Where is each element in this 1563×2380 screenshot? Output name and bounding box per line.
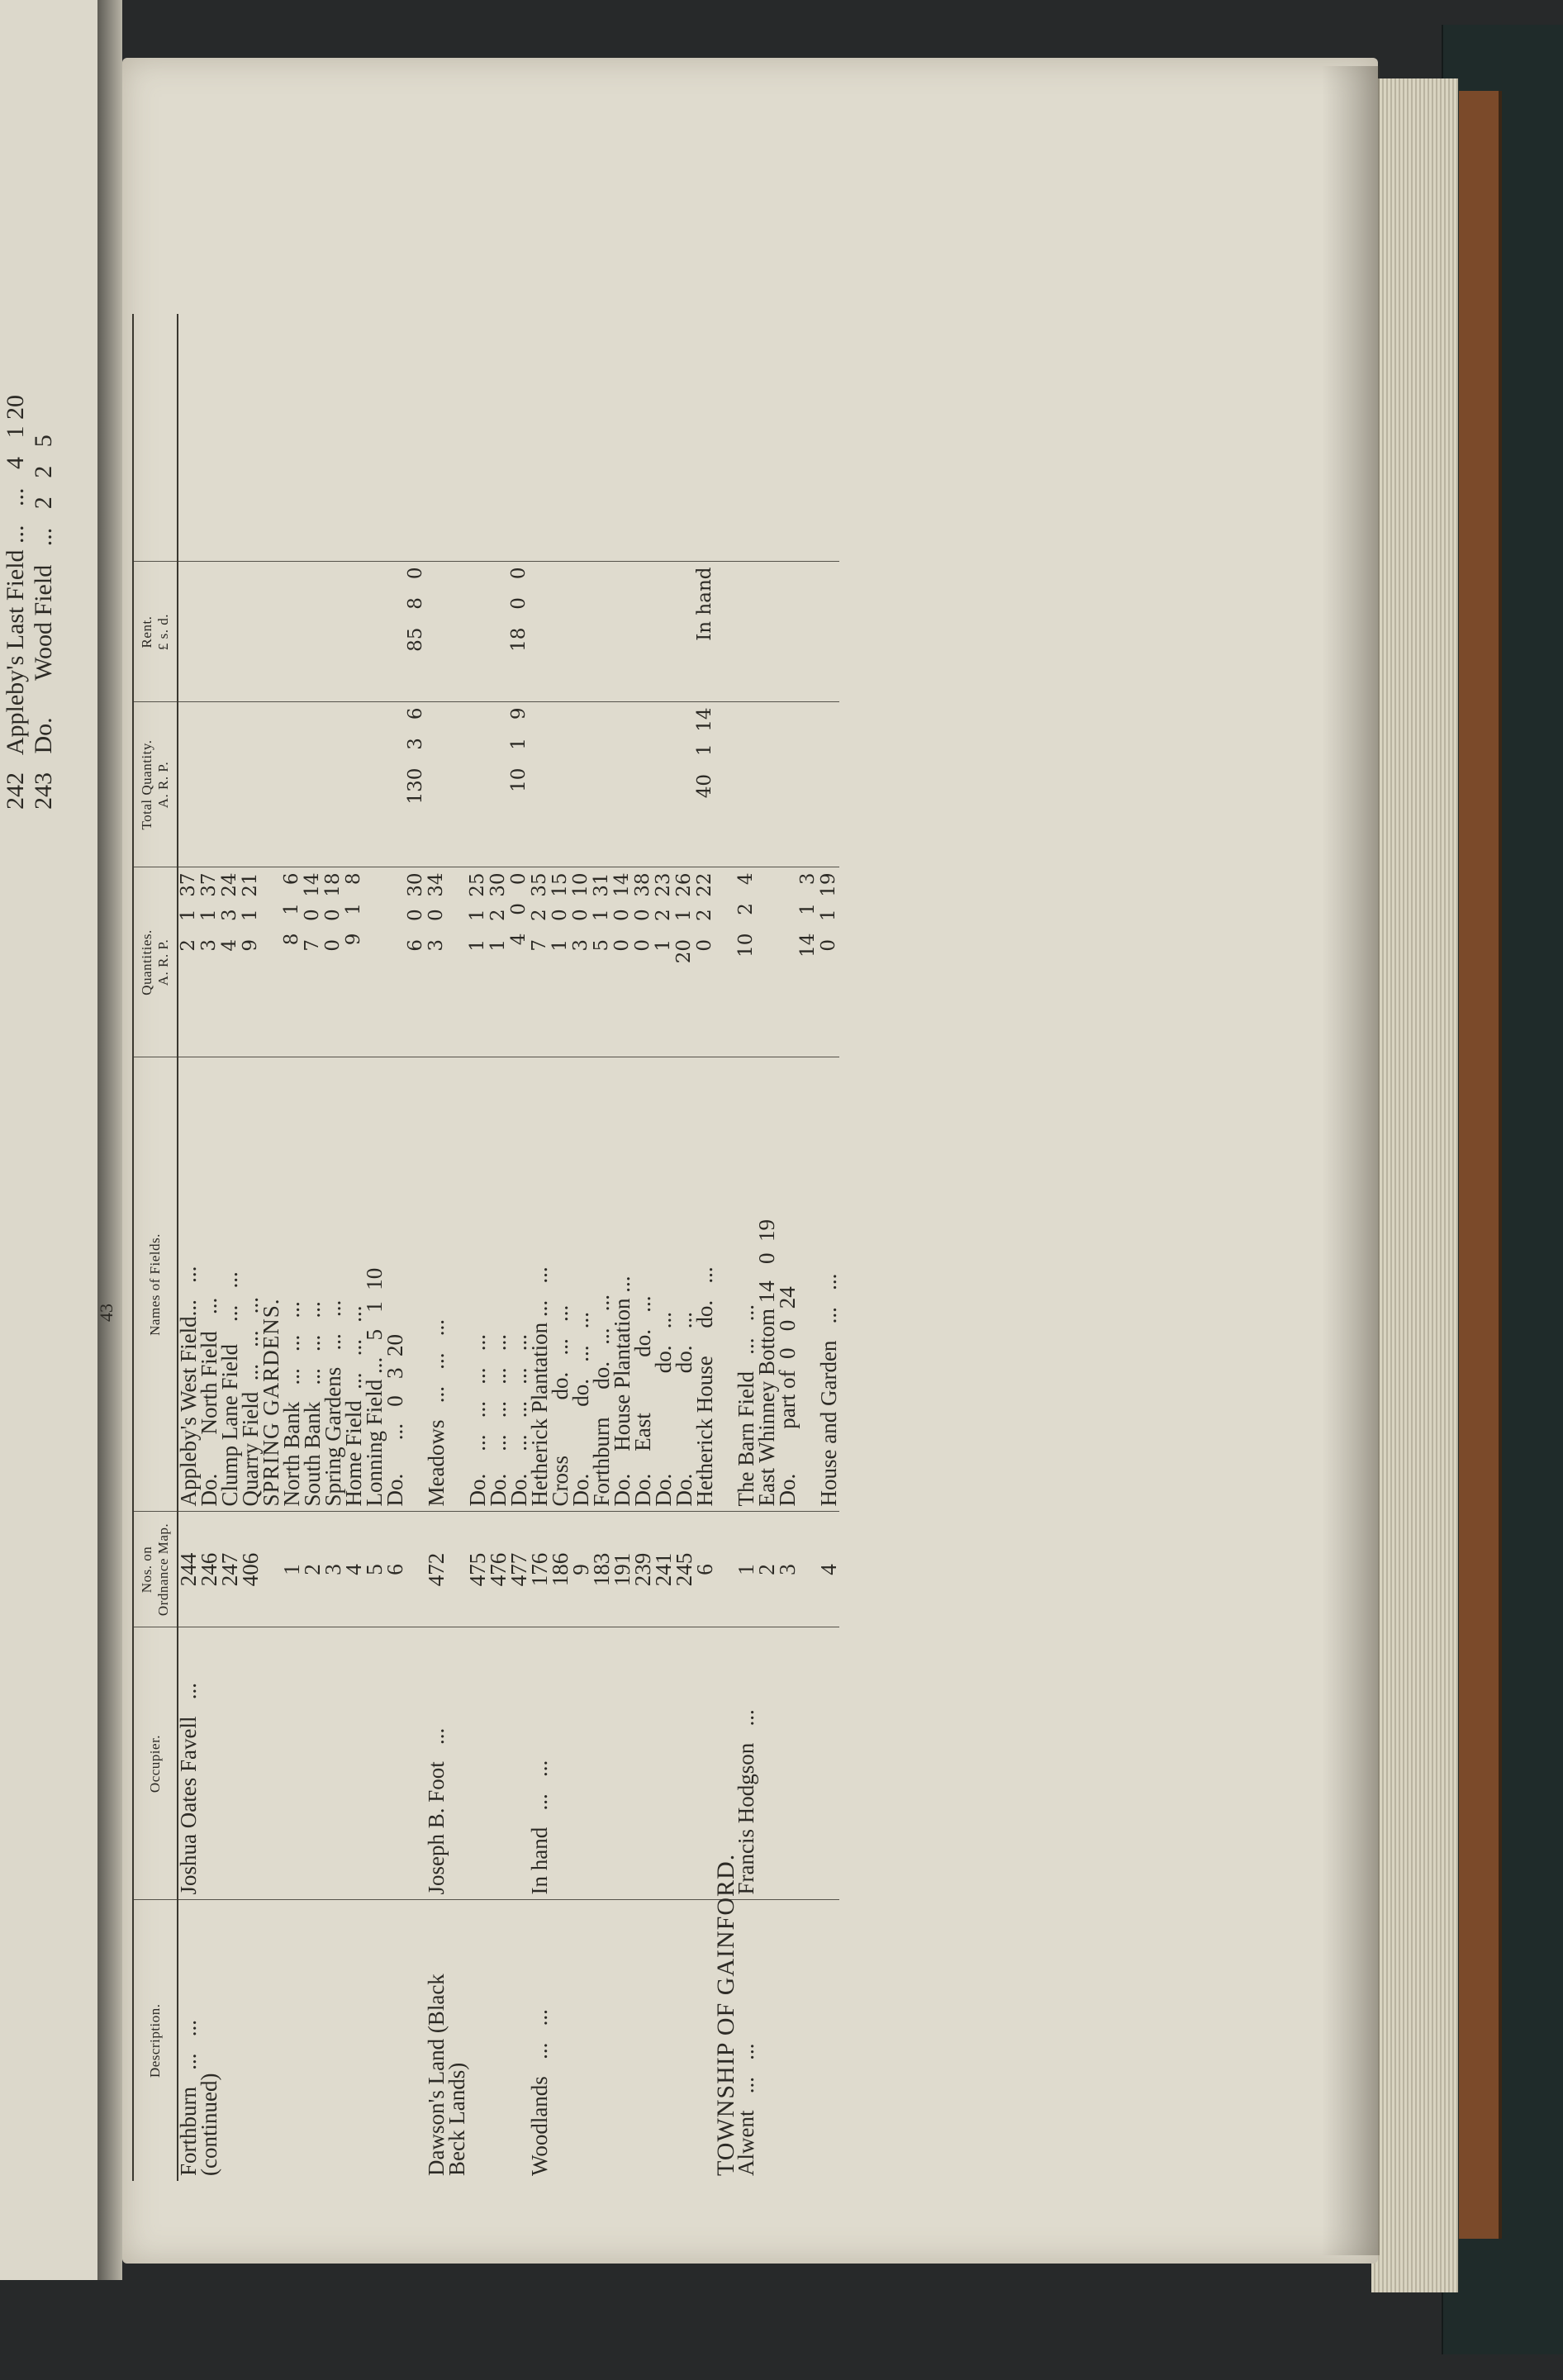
cell-quantity: 0 0 18 <box>323 867 344 1057</box>
cell-quantity <box>777 867 798 1057</box>
cell-occupier <box>488 1627 509 1900</box>
cell-ordnance-no: 191 <box>612 1512 633 1627</box>
cell-rent <box>591 562 612 702</box>
cell-total-quantity <box>426 702 447 867</box>
table-row <box>468 314 488 2181</box>
table-row <box>323 314 344 2181</box>
cell-ordnance-no: 4 <box>819 1512 839 1627</box>
cell-quantity: 3 1 37 <box>199 867 220 1057</box>
cell-total-quantity <box>344 702 364 867</box>
left-page-text <box>2 347 97 810</box>
cell-rent <box>220 562 240 702</box>
cell-rent <box>819 562 839 702</box>
cell-total-quantity <box>612 702 633 867</box>
cell-field-name: Do. ... ... ... ... <box>509 1057 530 1512</box>
cell-quantity: 0 1 19 <box>819 867 839 1057</box>
cell-field-name: Do. ... ... ... ... <box>468 1057 488 1512</box>
cell-blank <box>344 314 364 562</box>
header-fields: Names of Fields. <box>133 1057 178 1512</box>
cell-ordnance-no: 186 <box>550 1512 571 1627</box>
cell-quantity: 1 1 25 <box>468 867 488 1057</box>
cell-field-name: Quarry Field ... ... ... <box>240 1057 261 1512</box>
table-row <box>819 314 839 2181</box>
cell-field-name: The Barn Field ... ... <box>736 1057 757 1512</box>
cell-blank <box>385 314 406 562</box>
cell-description <box>488 1900 509 2181</box>
cell-description <box>550 1900 571 2181</box>
cell-ordnance-no: 476 <box>488 1512 509 1627</box>
cell-description <box>591 1900 612 2181</box>
cell-description: Beck Lands) <box>444 2062 469 2176</box>
cell-occupier <box>777 1627 798 1900</box>
cell-total-quantity <box>199 702 220 867</box>
header-rent-title: Rent. <box>139 615 154 648</box>
table-row <box>302 314 323 2181</box>
cell-description: Dawson's Land (Black <box>424 1974 449 2176</box>
cell-total-quantity <box>530 702 550 867</box>
cell-field-name: Do. ... ... ... ... <box>488 1057 509 1512</box>
cell-blank <box>220 314 240 562</box>
cell-rent <box>612 562 633 702</box>
table-row <box>220 314 240 2181</box>
cell-total-quantity <box>736 702 757 867</box>
ledger-body <box>178 314 839 2181</box>
cell-ordnance-no: 5 <box>364 1512 385 1627</box>
cell-field-name: Cross do. ... ... <box>550 1057 571 1512</box>
cell-field-name: SPRING GARDENS. <box>261 1057 282 1512</box>
cell-ordnance-no: 239 <box>633 1512 653 1627</box>
cell-rent <box>261 562 282 702</box>
cell-field-name: Do. do. ... <box>653 1057 674 1512</box>
cell-total-quantity: 130 3 6 <box>406 702 426 867</box>
table-row <box>385 314 406 2181</box>
cell-occupier <box>819 1627 839 1900</box>
table-row <box>240 314 261 2181</box>
cell-occupier <box>612 1627 633 1900</box>
cell-quantity: 7 2 35 <box>530 867 550 1057</box>
cell-description: Forthburn ... ... <box>176 2020 201 2176</box>
cell-ordnance-no: 1 <box>282 1512 302 1627</box>
cell-total-quantity <box>571 702 591 867</box>
cell-occupier <box>653 1627 674 1900</box>
cell-total-quantity <box>653 702 674 867</box>
table-row <box>633 314 653 2181</box>
cell-field-name: Meadows ... ... ... <box>426 1057 447 1512</box>
cell-quantity: 0 0 14 <box>612 867 633 1057</box>
cell-quantity: 4 0 0 <box>509 867 530 1057</box>
header-total-title: Total Quantity. <box>139 739 154 830</box>
page-edges <box>1371 78 1458 2292</box>
cell-description <box>612 1900 633 2181</box>
cell-occupier <box>323 1627 344 1900</box>
cell-field-name: South Bank ... ... ... <box>302 1057 323 1512</box>
cell-ordnance-no: 3 <box>777 1512 798 1627</box>
cell-ordnance-no: 4 <box>344 1512 364 1627</box>
cell-total-quantity <box>385 702 406 867</box>
cell-rent <box>199 562 220 702</box>
table-row <box>612 314 633 2181</box>
cell-quantity <box>261 867 282 1057</box>
cell-rent <box>488 562 509 702</box>
cell-quantity <box>385 867 406 1057</box>
cell-ordnance-no: 2 <box>757 1512 777 1627</box>
cell-ordnance-no: 1 <box>736 1512 757 1627</box>
cell-field-name: Hetherick House do. ... <box>695 1057 715 1512</box>
cell-blank <box>323 314 344 562</box>
cell-rent <box>178 562 199 702</box>
cell-ordnance-no: 183 <box>591 1512 612 1627</box>
cell-total-quantity <box>364 702 385 867</box>
header-quantities <box>133 867 178 1057</box>
header-quantities-title: Quantities. <box>139 929 154 995</box>
cell-blank <box>530 314 550 562</box>
cell-rent: 85 8 0 <box>406 562 426 702</box>
cell-total-quantity <box>323 702 344 867</box>
left-page <box>0 0 100 2280</box>
cell-description <box>798 1900 819 2181</box>
cell-description <box>777 1900 798 2181</box>
cell-description: Woodlands ... ... <box>527 2009 552 2176</box>
cell-total-quantity <box>240 702 261 867</box>
cell-description <box>220 1900 240 2181</box>
left-page-line: 243 Do. Wood Field ... 2 2 5 <box>30 435 57 810</box>
table-row <box>591 314 612 2181</box>
table-row <box>798 314 819 2181</box>
cell-description <box>385 1900 406 2181</box>
cell-field-name: Appleby's West Field... ... <box>178 1057 199 1512</box>
cell-blank <box>282 314 302 562</box>
cell-description <box>364 1900 385 2181</box>
table-row <box>344 314 364 2181</box>
cell-occupier <box>220 1627 240 1900</box>
cell-description: Alwent ... ... <box>734 2043 758 2176</box>
cell-occupier <box>199 1627 220 1900</box>
cell-rent <box>364 562 385 702</box>
cell-quantity: 6 0 30 <box>406 867 426 1057</box>
cell-total-quantity <box>777 702 798 867</box>
cell-ordnance-no: 406 <box>240 1512 261 1627</box>
cell-rent <box>323 562 344 702</box>
cell-rent <box>571 562 591 702</box>
cell-quantity: 3 0 10 <box>571 867 591 1057</box>
cell-quantity: 10 2 4 <box>736 867 757 1057</box>
cell-total-quantity <box>819 702 839 867</box>
cell-quantity: 20 1 26 <box>674 867 695 1057</box>
cell-blank <box>798 314 819 562</box>
cell-field-name: Do. do. ... ... <box>571 1057 591 1512</box>
cell-ordnance-no: 246 <box>199 1512 220 1627</box>
cell-blank <box>571 314 591 562</box>
cell-ordnance-no: 2 <box>302 1512 323 1627</box>
table-row <box>715 314 736 2181</box>
cell-field-name: Hetherick Plantation ... ... <box>530 1057 550 1512</box>
cell-field-name: Spring Gardens ... ... <box>323 1057 344 1512</box>
cell-occupier <box>571 1627 591 1900</box>
cell-occupier <box>302 1627 323 1900</box>
rotated-ledger-sheet <box>96 314 1355 2181</box>
cell-ordnance-no: 244 <box>178 1512 199 1627</box>
cell-rent <box>715 562 736 702</box>
cell-rent <box>426 562 447 702</box>
cell-total-quantity <box>798 702 819 867</box>
cell-occupier <box>240 1627 261 1900</box>
cell-occupier <box>385 1627 406 1900</box>
table-row <box>364 314 385 2181</box>
cell-rent <box>653 562 674 702</box>
table-row <box>777 314 798 2181</box>
cell-rent <box>302 562 323 702</box>
cell-quantity: 2 1 37 <box>178 867 199 1057</box>
table-row <box>674 314 695 2181</box>
cell-rent <box>777 562 798 702</box>
cell-blank <box>406 314 426 562</box>
cell-rent <box>550 562 571 702</box>
cell-occupier: Joshua Oates Favell ... <box>178 1627 199 1900</box>
table-row <box>178 314 199 2181</box>
cell-quantity <box>757 867 777 1057</box>
book-gutter <box>97 0 122 2280</box>
table-row <box>757 314 777 2181</box>
cell-rent <box>282 562 302 702</box>
cell-quantity <box>364 867 385 1057</box>
cell-occupier: Francis Hodgson ... <box>736 1627 757 1900</box>
cell-ordnance-no: 245 <box>674 1512 695 1627</box>
table-row <box>571 314 591 2181</box>
table-row <box>406 314 426 2181</box>
cell-field-name: North Bank ... ... ... <box>282 1057 302 1512</box>
cell-occupier <box>798 1627 819 1900</box>
cell-field-name: Do. House Plantation ... <box>612 1057 633 1512</box>
table-row <box>426 314 447 2181</box>
page-number: 43 <box>96 1304 116 1322</box>
cell-total-quantity <box>591 702 612 867</box>
cell-field-name: Do. East do. ... <box>633 1057 653 1512</box>
cell-quantity: 9 1 8 <box>344 867 364 1057</box>
header-rent <box>133 562 178 702</box>
cell-blank <box>261 314 282 562</box>
cell-quantity <box>715 867 736 1057</box>
cell-total-quantity <box>715 702 736 867</box>
cell-blank <box>736 314 757 562</box>
cell-blank <box>777 314 798 562</box>
cell-description <box>633 1900 653 2181</box>
cell-quantity: 7 0 14 <box>302 867 323 1057</box>
cell-blank <box>612 314 633 562</box>
table-row <box>447 314 468 2181</box>
cell-field-name: Do. ... 0 3 20 <box>385 1057 406 1512</box>
cell-total-quantity <box>757 702 777 867</box>
cell-blank <box>488 314 509 562</box>
cell-quantity: 4 3 24 <box>220 867 240 1057</box>
cell-field-name: Home Field ... ... ... <box>344 1057 364 1512</box>
cell-rent <box>344 562 364 702</box>
cell-blank <box>695 314 715 562</box>
table-row <box>199 314 220 2181</box>
cell-blank <box>715 314 736 562</box>
table-row <box>550 314 571 2181</box>
cell-occupier <box>550 1627 571 1900</box>
header-quantities-units: A. R. P. <box>155 938 171 986</box>
cell-blank <box>633 314 653 562</box>
table-row <box>530 314 550 2181</box>
cell-blank <box>178 314 199 562</box>
header-rent-units: £ s. d. <box>155 613 171 651</box>
cell-occupier: Joseph B. Foot ... <box>426 1627 447 1900</box>
cell-blank <box>468 314 488 562</box>
table-row <box>509 314 530 2181</box>
cell-blank <box>364 314 385 562</box>
cell-occupier <box>261 1627 282 1900</box>
cell-field-name: Do. part of 0 0 24 <box>777 1057 798 1512</box>
cell-total-quantity <box>178 702 199 867</box>
table-row <box>488 314 509 2181</box>
cell-description <box>819 1900 839 2181</box>
cell-rent <box>736 562 757 702</box>
cell-total-quantity <box>261 702 282 867</box>
cell-description <box>282 1900 302 2181</box>
cell-rent: In hand <box>695 562 715 702</box>
cell-ordnance-no: 472 <box>426 1512 447 1627</box>
cell-total-quantity <box>468 702 488 867</box>
header-ordnance-nos: Nos. on Ordnance Map. <box>133 1512 178 1627</box>
cell-field-name: East Whinney Bottom 14 0 19 <box>757 1057 777 1512</box>
cell-total-quantity: 10 1 9 <box>509 702 530 867</box>
cell-rent <box>385 562 406 702</box>
cell-quantity: 14 1 3 <box>798 867 819 1057</box>
cell-occupier <box>633 1627 653 1900</box>
cell-blank <box>199 314 220 562</box>
cell-occupier <box>344 1627 364 1900</box>
header-blank <box>133 314 178 562</box>
cell-rent <box>674 562 695 702</box>
cell-ordnance-no: 475 <box>468 1512 488 1627</box>
cell-ordnance-no: 6 <box>695 1512 715 1627</box>
cell-quantity: 3 0 34 <box>426 867 447 1057</box>
cell-total-quantity <box>447 702 468 867</box>
cell-ordnance-no: 6 <box>385 1512 406 1627</box>
table-row <box>261 314 282 2181</box>
header-occupier: Occupier. <box>133 1627 178 1900</box>
left-page-line: 242 Appleby's Last Field ... ... 4 1 20 <box>2 394 29 810</box>
cell-total-quantity <box>674 702 695 867</box>
cell-field-name: Clump Lane Field ... ... <box>220 1057 240 1512</box>
cell-description <box>323 1900 344 2181</box>
cell-rent <box>530 562 550 702</box>
cell-blank <box>674 314 695 562</box>
cell-field-name: Lonning Field ... 5 1 10 <box>364 1057 385 1512</box>
cell-quantity: 1 2 23 <box>653 867 674 1057</box>
cell-field-name: Forthburn do. ... ... <box>591 1057 612 1512</box>
cell-total-quantity <box>488 702 509 867</box>
cell-ordnance-no: 9 <box>571 1512 591 1627</box>
cell-blank <box>240 314 261 562</box>
cell-quantity: 1 0 15 <box>550 867 571 1057</box>
cell-description <box>261 1900 282 2181</box>
cell-quantity: 0 0 38 <box>633 867 653 1057</box>
cell-quantity: 1 2 30 <box>488 867 509 1057</box>
cell-rent <box>447 562 468 702</box>
cell-blank <box>757 314 777 562</box>
cover-board-edge <box>1459 91 1502 2239</box>
header-total-units: A. R. P. <box>155 761 171 809</box>
cell-blank <box>819 314 839 562</box>
cell-rent <box>757 562 777 702</box>
cell-occupier <box>364 1627 385 1900</box>
cell-quantity: 0 2 22 <box>695 867 715 1057</box>
table-row <box>282 314 302 2181</box>
cell-ordnance-no: 477 <box>509 1512 530 1627</box>
cell-total-quantity <box>220 702 240 867</box>
cell-total-quantity <box>302 702 323 867</box>
cell-rent <box>798 562 819 702</box>
cell-quantity: 9 1 21 <box>240 867 261 1057</box>
cell-blank <box>550 314 571 562</box>
cell-rent <box>633 562 653 702</box>
cell-occupier <box>757 1627 777 1900</box>
cell-field-name: Do. North Field ... <box>199 1057 220 1512</box>
cell-occupier <box>674 1627 695 1900</box>
cell-description <box>674 1900 695 2181</box>
ledger-table <box>132 314 839 2181</box>
cell-occupier <box>468 1627 488 1900</box>
cell-occupier <box>591 1627 612 1900</box>
header-total <box>133 702 178 867</box>
cell-ordnance-no: 247 <box>220 1512 240 1627</box>
cell-rent <box>240 562 261 702</box>
header-description: Description. <box>133 1900 178 2181</box>
cell-description <box>653 1900 674 2181</box>
cell-description: (continued) <box>197 2073 221 2176</box>
cell-rent <box>468 562 488 702</box>
cell-blank <box>653 314 674 562</box>
cell-occupier <box>447 1627 468 1900</box>
cell-total-quantity <box>282 702 302 867</box>
cell-description <box>302 1900 323 2181</box>
cell-ordnance-no: 3 <box>323 1512 344 1627</box>
cell-occupier <box>282 1627 302 1900</box>
cell-total-quantity <box>550 702 571 867</box>
cell-blank <box>426 314 447 562</box>
cell-total-quantity <box>633 702 653 867</box>
cell-description <box>240 1900 261 2181</box>
table-row <box>653 314 674 2181</box>
cell-quantity <box>447 867 468 1057</box>
header-row <box>133 314 178 2181</box>
cell-blank <box>302 314 323 562</box>
cell-quantity: 8 1 6 <box>282 867 302 1057</box>
cell-description <box>571 1900 591 2181</box>
cell-blank <box>509 314 530 562</box>
cell-description <box>757 1900 777 2181</box>
cell-ordnance-no: 241 <box>653 1512 674 1627</box>
cell-field-name: Do. do. ... <box>674 1057 695 1512</box>
cell-quantity: 5 1 31 <box>591 867 612 1057</box>
cell-blank <box>591 314 612 562</box>
cell-description <box>468 1900 488 2181</box>
cell-total-quantity: 40 1 14 <box>695 702 715 867</box>
cell-blank <box>447 314 468 562</box>
cell-occupier: In hand ... ... <box>530 1627 550 1900</box>
cell-description <box>344 1900 364 2181</box>
cell-rent: 18 0 0 <box>509 562 530 702</box>
cell-ordnance-no: 176 <box>530 1512 550 1627</box>
cell-description: TOWNSHIP OF GAINFORD. <box>712 1853 739 2176</box>
cell-field-name: House and Garden ... ... <box>819 1057 839 1512</box>
